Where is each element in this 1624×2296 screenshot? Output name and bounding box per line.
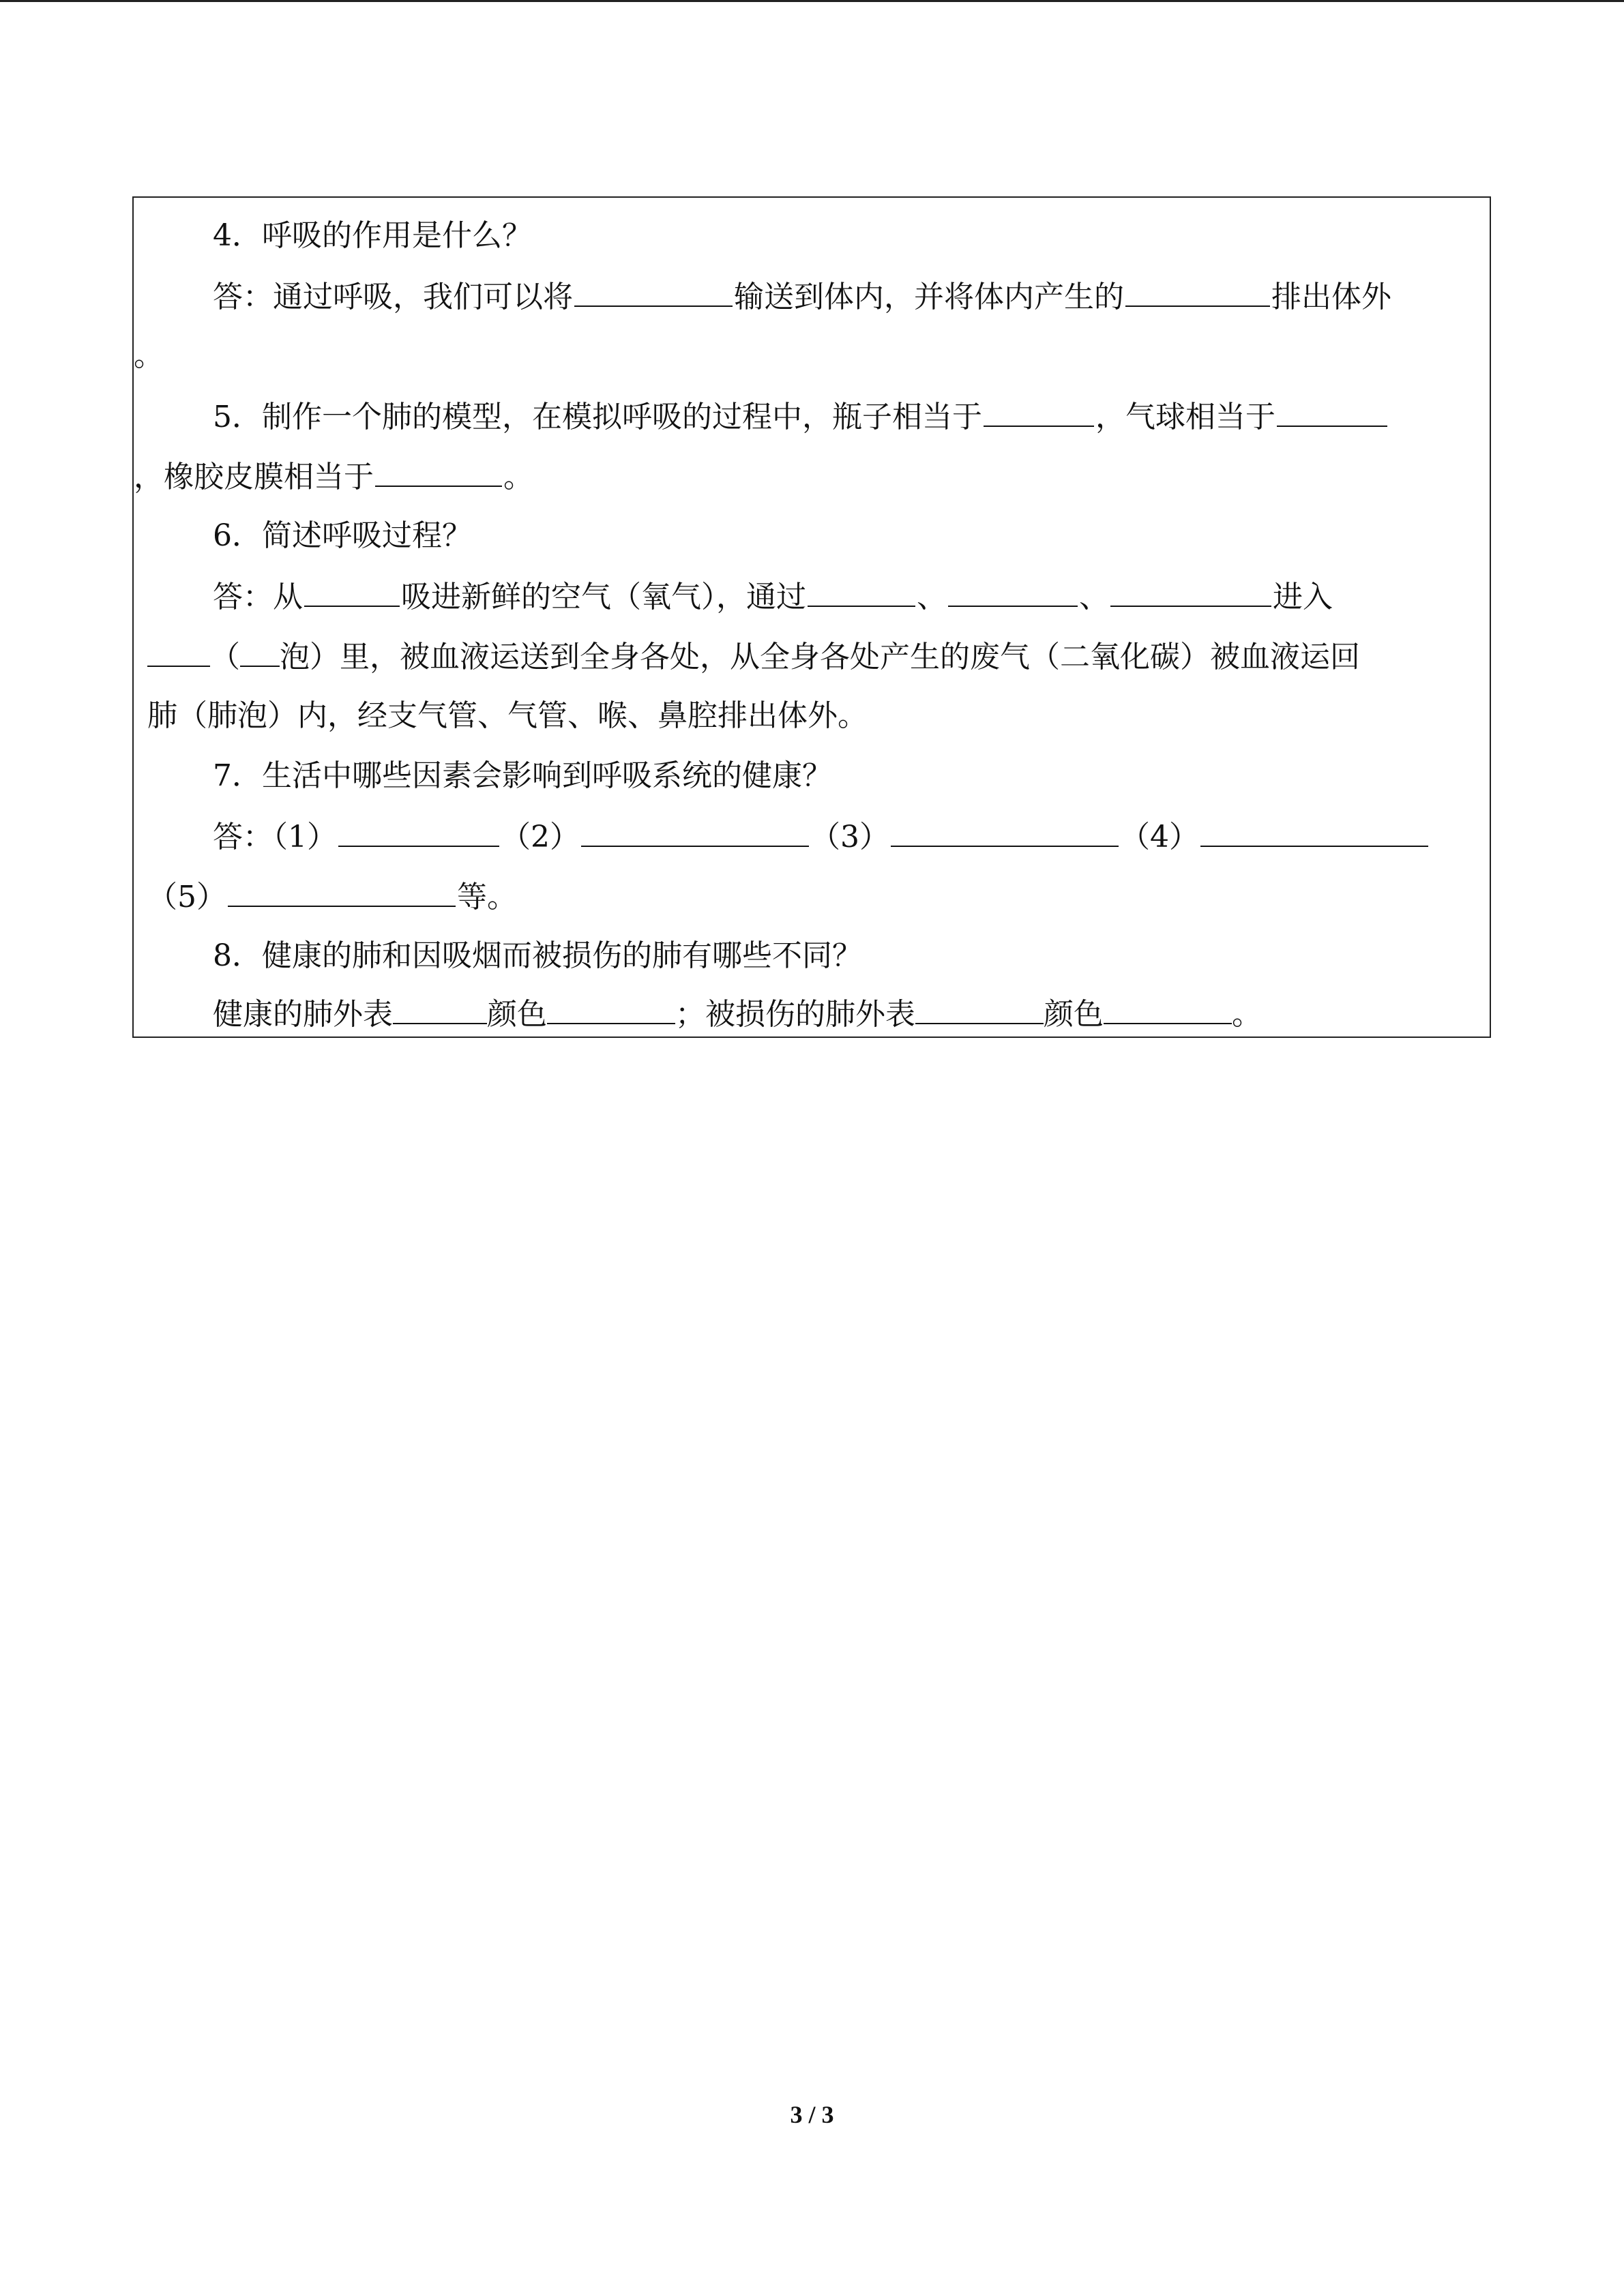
q7-item3-label: （3） — [810, 820, 889, 854]
q8-answer-part5: 。 — [1232, 997, 1262, 1032]
q4-answer-part3: 排出体外 — [1271, 280, 1391, 314]
q6-sep1: 、 — [917, 580, 947, 614]
q4-answer-part4: 。 — [134, 338, 164, 373]
q5-part2: ，气球相当于 — [1095, 400, 1275, 434]
q7-answer-prefix: 答： — [213, 820, 273, 854]
q6-answer-part3: 进入 — [1273, 580, 1333, 614]
q6-answer-part4: （ — [210, 640, 240, 674]
q6-question — [134, 516, 1490, 556]
q4-blank-1[interactable] — [574, 275, 733, 307]
q5-part3: ，橡胶皮膜相当于 — [134, 460, 374, 494]
q4-answer-part1: 答：通过呼吸，我们可以将 — [213, 280, 573, 314]
q7-answer-line1 — [134, 816, 1490, 858]
q6-answer-line2 — [134, 636, 1490, 678]
q6-answer-part2: 吸进新鲜的空气（氧气），通过 — [401, 580, 806, 614]
q5-blank-bottle[interactable] — [984, 396, 1094, 427]
q7-item2-label: （2） — [501, 820, 580, 854]
q6-answer-part6: 肺（肺泡）内，经支气管、气管、喉、鼻腔排出体外。 — [147, 698, 868, 733]
q8-question — [134, 936, 1490, 976]
q7-blank-4[interactable] — [1200, 816, 1428, 847]
q6-text: 6．简述呼吸过程？ — [213, 518, 472, 553]
q7-answer-suffix: 等。 — [457, 880, 517, 914]
q8-answer-part2: 颜色 — [487, 997, 547, 1032]
q8-blank-healthy-color[interactable] — [547, 993, 675, 1024]
q4-answer-line — [134, 275, 1490, 318]
q5-part1: 5．制作一个肺的模型，在模拟呼吸的过程中，瓶子相当于 — [213, 400, 982, 434]
page-number: 3 / 3 — [790, 2101, 834, 2128]
q6-blank-4[interactable] — [1110, 576, 1271, 607]
q7-blank-1[interactable] — [338, 816, 499, 847]
worksheet-box — [132, 196, 1491, 1038]
q8-answer-part1: 健康的肺外表 — [213, 997, 393, 1032]
q7-answer-line2 — [134, 876, 1490, 918]
q7-text: 7．生活中哪些因素会影响到呼吸系统的健康？ — [213, 758, 832, 793]
q8-blank-damaged-color[interactable] — [1104, 993, 1232, 1024]
q8-answer-line — [134, 993, 1490, 1035]
q5-blank-membrane[interactable] — [375, 456, 502, 487]
q8-blank-damaged-surface[interactable] — [915, 993, 1044, 1024]
q7-item1-label: （1） — [273, 820, 337, 854]
q8-answer-part4: 颜色 — [1044, 997, 1104, 1032]
q6-blank-5[interactable] — [147, 636, 210, 667]
q5-blank-balloon[interactable] — [1277, 396, 1387, 427]
q6-blank-6[interactable] — [240, 636, 280, 667]
q4-text: 4．呼吸的作用是什么？ — [213, 218, 532, 253]
q4-question — [134, 215, 1490, 256]
q6-blank-3[interactable] — [948, 576, 1078, 607]
q5-part4: 。 — [503, 460, 533, 494]
q6-answer-part1: 答：从 — [213, 580, 303, 614]
q5-question-line1 — [134, 396, 1490, 438]
q6-blank-2[interactable] — [808, 576, 915, 607]
q7-blank-3[interactable] — [891, 816, 1119, 847]
q4-answer-part2: 输送到体内，并将体内产生的 — [734, 280, 1124, 314]
q6-answer-line3 — [134, 696, 1490, 736]
q5-question-line2 — [134, 456, 1490, 498]
q4-answer-continuation — [134, 336, 1490, 376]
q7-blank-5[interactable] — [228, 876, 456, 907]
q8-text: 8．健康的肺和因吸烟而被损伤的肺有哪些不同？ — [213, 938, 862, 973]
q7-item5-label: （5） — [147, 880, 226, 914]
q7-item4-label: （4） — [1120, 820, 1199, 854]
q6-answer-line1 — [134, 576, 1490, 618]
top-border-line — [0, 0, 1624, 2]
q8-blank-healthy-surface[interactable] — [393, 993, 487, 1024]
q6-blank-1[interactable] — [304, 576, 400, 607]
q7-blank-2[interactable] — [581, 816, 809, 847]
q6-sep2: 、 — [1079, 580, 1109, 614]
q8-answer-part3: ；被损伤的肺外表 — [675, 997, 915, 1032]
q7-question — [134, 756, 1490, 796]
q6-answer-part5: 泡）里，被血液运送到全身各处，从全身各处产生的废气（二氧化碳）被血液运回 — [280, 640, 1360, 674]
q4-blank-2[interactable] — [1125, 275, 1270, 307]
